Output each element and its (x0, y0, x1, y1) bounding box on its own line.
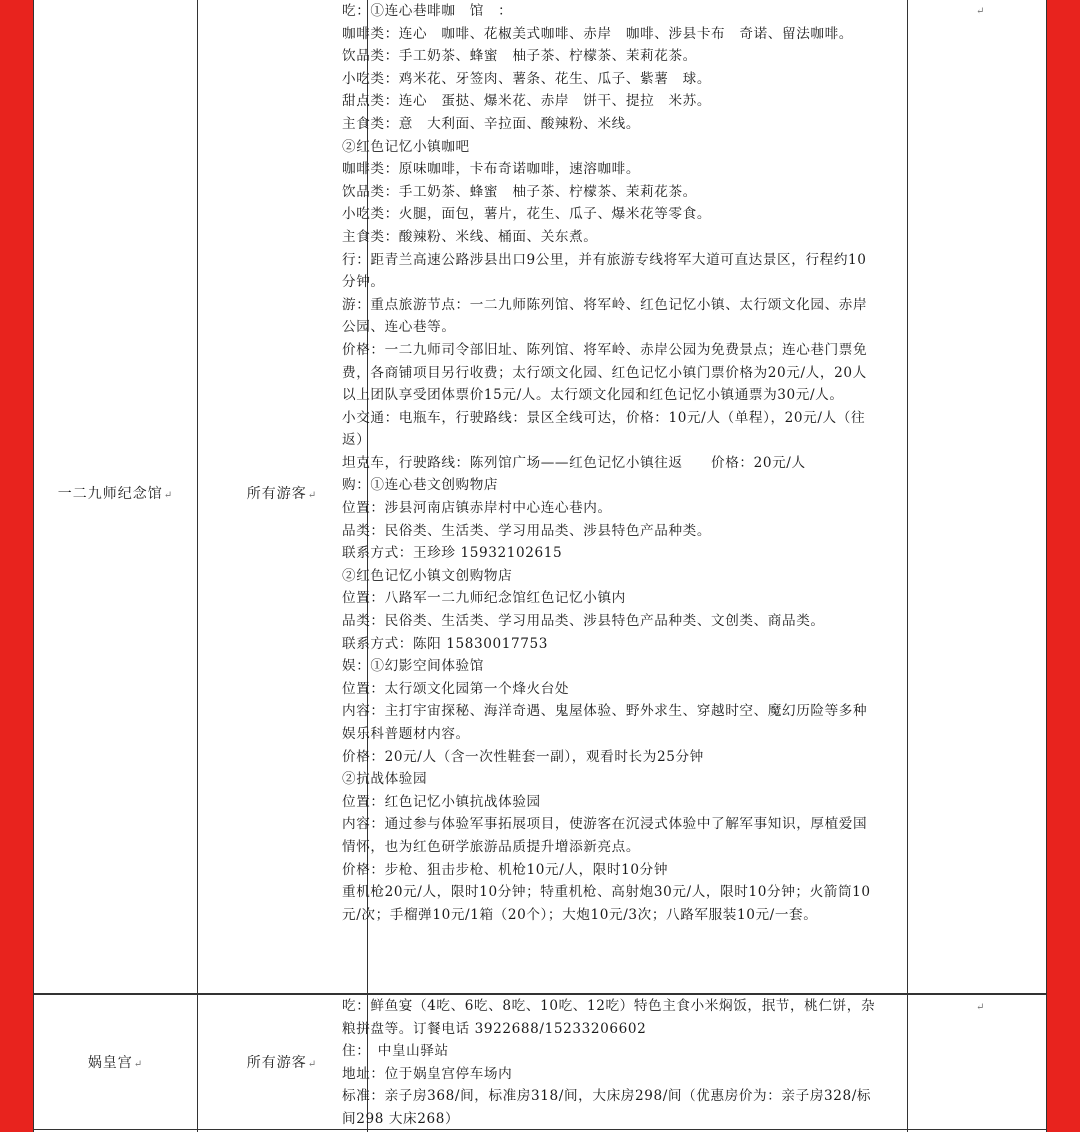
detail-line: 位置：太行颂文化园第一个烽火台处 (342, 680, 570, 697)
row-1-target: 所有游客 (246, 486, 307, 502)
detail-line: ②抗战体验园 (342, 771, 428, 788)
row-1-name: 一二九师纪念馆 (57, 486, 163, 502)
detail-line: 标准：亲子房368/间，标准房318/间，大床房298/间（优惠房价为：亲子房328/标间298 大床268） (342, 1088, 872, 1127)
detail-line: 价格：20元/人（含一次性鞋套一副），观看时长为25分钟 (342, 748, 704, 765)
detail-line: 重机枪20元/人，限时10分钟；特重机枪、高射炮30元/人，限时10分钟；火箭筒10元/次；手榴弹10元/1箱（20个）；大炮10元/3次；八路军服装10元/一套。 (342, 884, 871, 923)
row-2-details (342, 995, 876, 1131)
column-divider (907, 0, 908, 1132)
detail-line: 品类：民俗类、生活类、学习用品类、涉县特色产品种类。 (342, 522, 712, 539)
detail-line: 主食类：酸辣粉、米线、桶面、关东煮。 (342, 228, 598, 245)
detail-line: 价格：步枪、狙击步枪、机枪10元/人，限时10分钟 (342, 861, 669, 878)
detail-line: 咖啡类：原味咖啡，卡布奇诺咖啡，速溶咖啡。 (342, 161, 641, 178)
detail-line: 地址：位于娲皇宫停车场内 (342, 1065, 513, 1082)
right-red-border (1047, 0, 1080, 1132)
paragraph-mark-icon: ↵ (307, 490, 318, 501)
detail-line: 小吃类：鸡米花、牙签肉、薯条、花生、瓜子、紫薯 球。 (342, 70, 712, 87)
detail-line: 甜点类：连心 蛋挞、爆米花、赤岸 饼干、提拉 米苏。 (342, 93, 712, 110)
detail-line: 联系方式：王珍珍 15932102615 (342, 545, 563, 562)
row-1-details (342, 0, 876, 926)
paragraph-mark-icon: ↵ (163, 490, 174, 501)
detail-line: 咖啡类：连心 咖啡、花椒美式咖啡、赤岸 咖啡、涉县卡布 奇诺、留法咖啡。 (342, 25, 853, 42)
detail-line: 位置：八路军一二九师纪念馆红色记忆小镇内 (342, 590, 626, 607)
detail-line: 主食类：意 大利面、辛拉面、酸辣粉、米线。 (342, 115, 641, 132)
row-1-name-cell (34, 483, 197, 503)
paragraph-mark-icon: ↵ (307, 1059, 318, 1070)
detail-line: 价格：一二九师司令部旧址、陈列馆、将军岭、赤岸公园为免费景点；连心巷门票免费，各商铺项目另行收费；太行颂文化园、红色记忆小镇门票价格为20元/人，20人以上团队享受团体票价15元/人。太行颂文化园和红色记忆小镇通票为30元/人。 (342, 341, 868, 404)
paragraph-mark-icon: ↵ (133, 1059, 144, 1070)
left-red-border (0, 0, 33, 1132)
detail-line: 位置：红色记忆小镇抗战体验园 (342, 793, 541, 810)
detail-line: 吃：鲜鱼宴（4吃、6吃、8吃、10吃、12吃）特色主食小米焖饭，抿节，桃仁饼，杂粮拼盘等。订餐电话 3922688/15233206602 (342, 998, 876, 1037)
detail-line: 娱：①幻影空间体验馆 (342, 658, 484, 675)
detail-line: ②红色记忆小镇文创购物店 (342, 567, 513, 584)
detail-line: 住： 中皇山驿站 (342, 1043, 449, 1060)
detail-line: 小吃类：火腿，面包，薯片，花生、瓜子、爆米花等零食。 (342, 206, 712, 223)
detail-line: 购：①连心巷文创购物店 (342, 477, 499, 494)
detail-line: 游：重点旅游节点：一二九师陈列馆、将军岭、红色记忆小镇、太行颂文化园、赤岸公园、连心巷等。 (342, 296, 868, 336)
paragraph-mark-icon: ↵ (976, 6, 985, 17)
detail-line: 吃：①连心巷啡咖 馆 ： (342, 3, 513, 19)
row-2-name: 娲皇宫 (87, 1055, 133, 1071)
paragraph-mark-icon: ↵ (976, 1002, 985, 1013)
column-divider (197, 0, 198, 1132)
detail-line: 位置：涉县河南店镇赤岸村中心连心巷内。 (342, 500, 612, 517)
detail-line: 小交通：电瓶车，行驶路线：景区全线可达，价格：10元/人（单程），20元/人（往返） (342, 409, 866, 449)
detail-line: 坦克车，行驶路线：陈列馆广场——红色记忆小镇往返 价格：20元/人 (342, 454, 806, 471)
detail-line: ②红色记忆小镇咖吧 (342, 138, 470, 155)
detail-line: 内容：通过参与体验军事拓展项目，使游客在沉浸式体验中了解军事知识，厚植爱国情怀，也为红色研学旅游品质提升增添新亮点。 (342, 816, 868, 855)
detail-line: 行：距青兰高速公路涉县出口9公里，并有旅游专线将军大道可直达景区，行程约10分钟。 (342, 251, 867, 291)
detail-line: 内容：主打宇宙探秘、海洋奇遇、鬼屋体验、野外求生、穿越时空、魔幻历险等多种娱乐科普题材内容。 (342, 703, 868, 742)
row-2-name-cell (34, 1052, 197, 1072)
detail-line: 饮品类：手工奶茶、蜂蜜 柚子茶、柠檬茶、茉莉花茶。 (342, 48, 697, 65)
detail-line: 品类：民俗类、生活类、学习用品类、涉县特色产品种类、文创类、商品类。 (342, 613, 825, 630)
row-2-target: 所有游客 (246, 1055, 307, 1071)
detail-line: 饮品类：手工奶茶、蜂蜜 柚子茶、柠檬茶、茉莉花茶。 (342, 183, 697, 200)
detail-line: 联系方式：陈阳 15830017753 (342, 635, 549, 652)
